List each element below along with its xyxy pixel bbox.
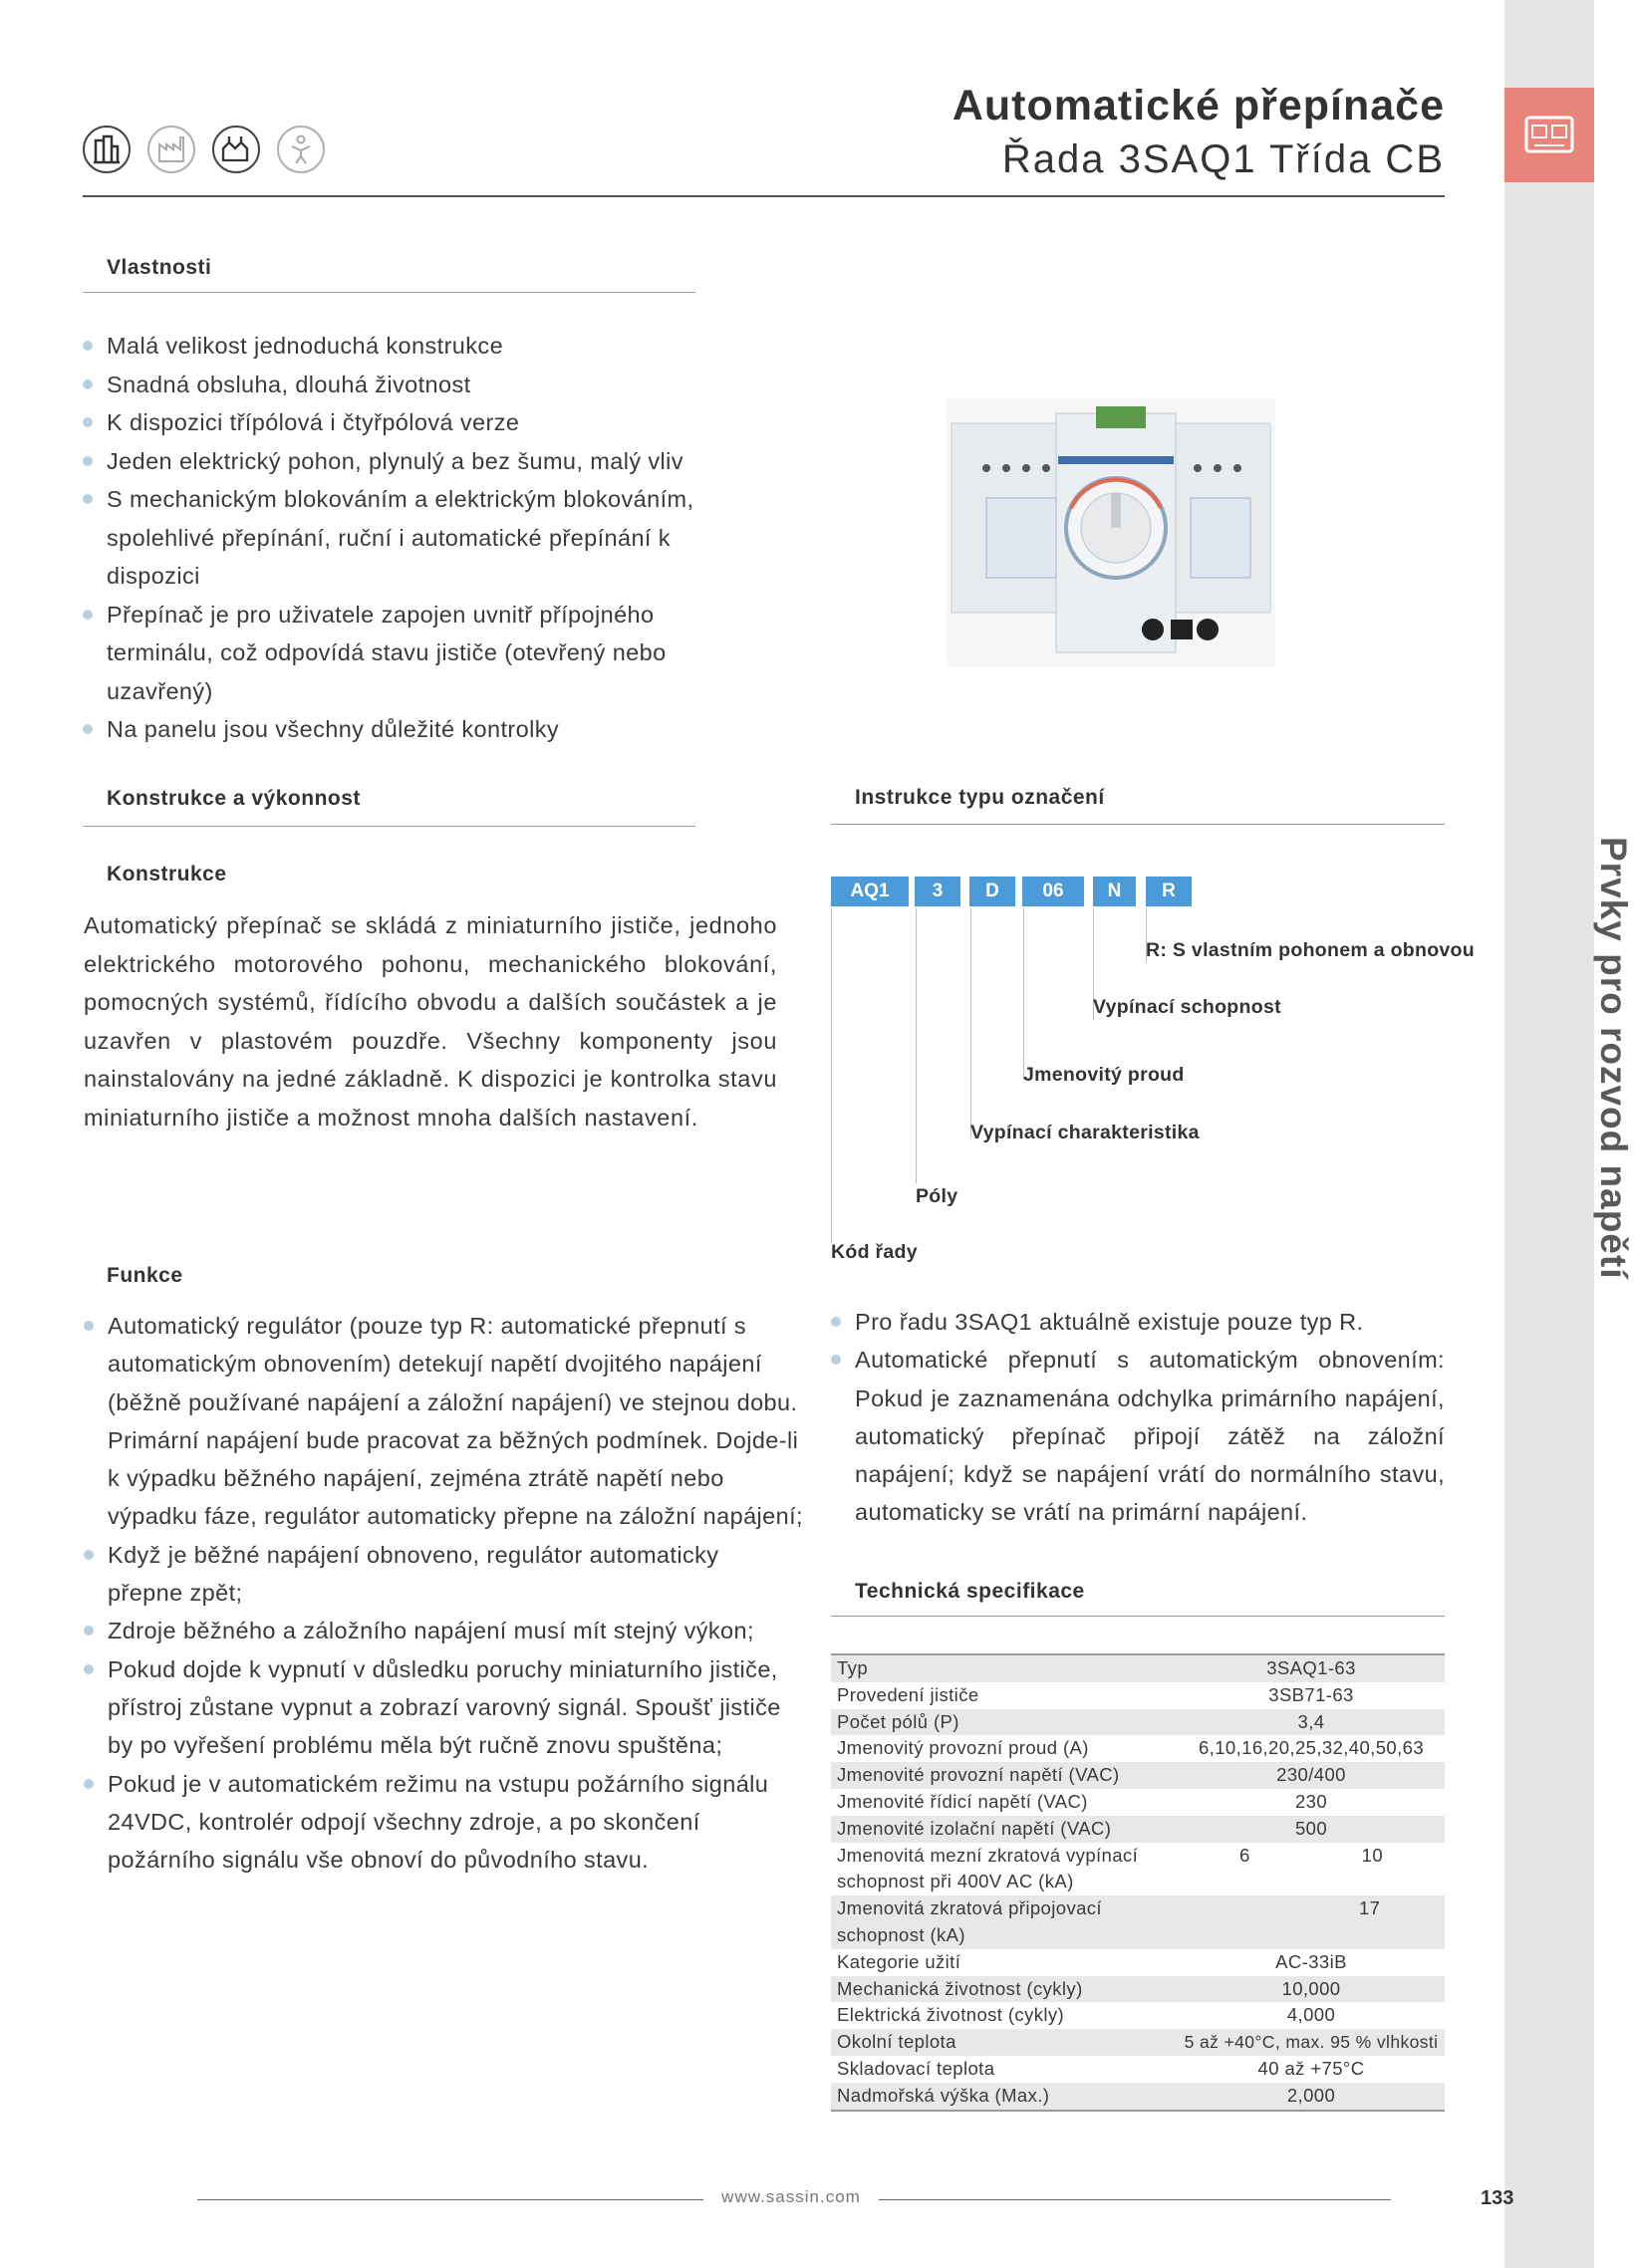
- spec-value: 2,000: [1178, 2083, 1445, 2111]
- list-item: Jeden elektrický pohon, plynulý a bez šumu, malý vliv: [83, 442, 760, 481]
- code-poles: 3: [915, 877, 960, 906]
- r-type-list: [831, 1303, 1445, 1532]
- spec-value: 10: [1361, 1844, 1384, 1866]
- spec-value: 230/400: [1178, 1762, 1445, 1789]
- list-item: Pro řadu 3SAQ1 aktuálně existuje pouze typ R.: [831, 1303, 1445, 1341]
- table-row: [831, 1654, 1445, 1682]
- label-r-type: R: S vlastním pohonem a obnovou: [1146, 939, 1475, 961]
- spec-value: 4,000: [1286, 2004, 1336, 2026]
- leader-line: [970, 908, 971, 1137]
- code-tripping-characteristic: D: [969, 877, 1015, 906]
- subheading-funkce: Funkce: [107, 1264, 183, 1287]
- leader-line: [831, 908, 832, 1243]
- section-divider: [83, 826, 695, 827]
- label-tripping-characteristic: Vypínací charakteristika: [970, 1122, 1200, 1143]
- list-item: Automatický regulátor (pouze typ R: automatické přepnutí s automatickým obnovením) detekují napětí dvojitého napájení (běžně používané napájení a záložní napájení) ve stejnou dobu. Primární napájení bude pracovat za běžných podmínek. Dojde-li k výpadku běžného napájení, zejména ztrátě napětí nebo výpadku fáze, regulátor automaticky přepne na záložní napájení;: [84, 1307, 811, 1536]
- page-title: Automatické přepínače: [952, 82, 1445, 129]
- spec-label: Jmenovité řídicí napětí (VAC): [837, 1790, 1088, 1812]
- list-item: Snadná obsluha, dlouhá životnost: [83, 366, 760, 404]
- spec-value: 40 až +75°C: [1257, 2057, 1365, 2079]
- page-subtitle: Řada 3SAQ1 Třída CB: [1001, 137, 1445, 181]
- spec-label: Jmenovité provozní napětí (VAC): [831, 1762, 1178, 1789]
- spec-value: 10,000: [1178, 1976, 1445, 2003]
- footer-url: www.sassin.com: [721, 2187, 861, 2206]
- list-item: Když je běžné napájení obnoveno, regulátor automaticky přepne zpět;: [84, 1536, 785, 1613]
- footer-rule: [879, 2199, 1391, 2200]
- spec-value: 3SB71-63: [1268, 1683, 1354, 1705]
- list-item: Pokud je v automatickém režimu na vstupu požárního signálu 24VDC, kontrolér odpojí všechny zdroje, a po skončení požárního signálu vše obnoví do původního stavu.: [84, 1765, 811, 1880]
- table-row: [831, 1762, 1445, 1789]
- spec-label: Jmenovitá zkratová připojovací schopnost (kA): [831, 1895, 1178, 1949]
- spec-value: AC-33iB: [1275, 1950, 1347, 1972]
- subheading-konstrukce: Konstrukce: [107, 863, 227, 885]
- table-row: [831, 2002, 1445, 2029]
- label-breaking-capacity: Vypínací schopnost: [1093, 996, 1281, 1018]
- table-row: [831, 2029, 1445, 2056]
- code-r-type: R: [1146, 877, 1192, 906]
- list-item: Na panelu jsou všechny důležité kontrolky: [83, 710, 760, 749]
- building-icon: [83, 126, 131, 173]
- label-rated-current: Jmenovitý proud: [1023, 1064, 1185, 1086]
- page-number: 133: [1481, 2187, 1514, 2209]
- section-divider: [831, 1616, 1445, 1617]
- spec-label: Elektrická životnost (cykly): [837, 2004, 1065, 2026]
- spec-table: [831, 1653, 1445, 2112]
- spec-value: 3SAQ1-63: [1178, 1654, 1445, 1682]
- features-list: [83, 327, 760, 749]
- leader-line: [916, 908, 917, 1183]
- list-item: Malá velikost jednoduchá konstrukce: [83, 327, 760, 366]
- spec-label: Skladovací teplota: [837, 2057, 995, 2079]
- spec-value: 500: [1178, 1816, 1445, 1843]
- code-series: AQ1: [831, 877, 909, 906]
- spec-value: 5 až +40°C, max. 95 % vlhkosti: [1178, 2029, 1445, 2056]
- leader-line: [1023, 908, 1024, 1080]
- list-item: Zdroje běžného a záložního napájení musí mít stejný výkon;: [84, 1612, 811, 1649]
- list-item: S mechanickým blokováním a elektrickým blokováním, spolehlivé přepínání, ruční i automatické přepínání k dispozici: [83, 480, 764, 596]
- table-row: [831, 1709, 1445, 1736]
- label-poles: Póly: [916, 1185, 958, 1207]
- table-row: [831, 1976, 1445, 2003]
- table-row: [831, 1682, 1445, 1709]
- device-icon: [1504, 88, 1594, 182]
- side-vertical-title: Prvky pro rozvod napětí: [1593, 837, 1634, 1280]
- spec-label: Jmenovitá mezní zkratová vypínací schopnost při 400V AC (kA): [837, 1844, 1139, 1892]
- spec-label: Jmenovité izolační napětí (VAC): [831, 1816, 1178, 1843]
- spec-value: 6: [1238, 1844, 1250, 1866]
- section-heading-spec: Technická specifikace: [855, 1580, 1085, 1603]
- list-item: Pokud dojde k vypnutí v důsledku poruchy miniaturního jističe, přístroj zůstane vypnut a zobrazí varovný signál. Spoušť jističe by po vyřešení problému měla být ručně znovu spuštěna;: [84, 1650, 805, 1765]
- list-item: Automatické přepnutí s automatickým obnovením: Pokud je zaznamenána odchylka primárního napájení, automatický přepínač připojí zátěž na záložní napájení; když se napájení vrátí do normálního stavu, automaticky se vrátí na primární napájení.: [831, 1341, 1445, 1531]
- table-row: [831, 1735, 1445, 1762]
- person-icon: [277, 126, 325, 173]
- spec-value: 3,4: [1178, 1709, 1445, 1736]
- table-row: [831, 1895, 1445, 1949]
- spec-label: Nadmořská výška (Max.): [831, 2083, 1178, 2111]
- table-row: [831, 1816, 1445, 1843]
- factory-icon: [147, 126, 195, 173]
- spec-value: 6,10,16,20,25,32,40,50,63: [1198, 1737, 1425, 1759]
- table-row: [831, 1843, 1445, 1896]
- code-breaking-capacity: N: [1093, 877, 1136, 906]
- spec-value: 17: [1358, 1897, 1381, 1919]
- table-row: [831, 1789, 1445, 1816]
- label-series-code: Kód řady: [831, 1241, 918, 1263]
- industrial-icon: [212, 126, 260, 173]
- footer-rule: [197, 2199, 703, 2200]
- konstrukce-paragraph: Automatický přepínač se skládá z miniaturního jističe, jednoho elektrického motorového pohonu, mechanického blokování, pomocných systémů, řídícího obvodu a dalších součástek a je uzavřen v plastovém pouzdře. Všechny komponenty jsou nainstalovány na jedné základně. K dispozici je kontrolka stavu miniaturního jističe a možnost mnoha dalších nastavení.: [84, 912, 777, 1131]
- section-divider: [831, 824, 1445, 825]
- code-rated-current: 06: [1022, 877, 1084, 906]
- spec-value: 230: [1294, 1790, 1328, 1812]
- section-heading-type-designation: Instrukce typu označení: [855, 786, 1105, 809]
- table-row: [831, 2056, 1445, 2083]
- section-divider: [83, 292, 695, 293]
- side-tab: [1504, 88, 1594, 182]
- header-divider: [83, 195, 1445, 197]
- section-heading-konstrukce-vykonnost: Konstrukce a výkonnost: [107, 787, 361, 810]
- funkce-list: [84, 1307, 811, 1879]
- section-heading-vlastnosti: Vlastnosti: [107, 256, 212, 279]
- table-row: [831, 1949, 1445, 1976]
- spec-label: Okolní teplota: [831, 2029, 1178, 2056]
- spec-label: Mechanická životnost (cykly): [831, 1976, 1178, 2003]
- spec-label: Jmenovitý provozní proud (A): [837, 1737, 1089, 1759]
- table-row: [831, 2083, 1445, 2111]
- spec-label: Provedení jističe: [837, 1683, 979, 1705]
- list-item: K dispozici třípólová i čtyřpólová verze: [83, 403, 760, 442]
- spec-label: Kategorie užití: [837, 1950, 961, 1972]
- list-item: Přepínač je pro uživatele zapojen uvnitř přípojného terminálu, což odpovídá stavu jističe (otevřený nebo uzavřený): [83, 596, 744, 711]
- product-image: [947, 398, 1275, 667]
- spec-label: Typ: [831, 1654, 1178, 1682]
- spec-label: Počet pólů (P): [831, 1709, 1178, 1736]
